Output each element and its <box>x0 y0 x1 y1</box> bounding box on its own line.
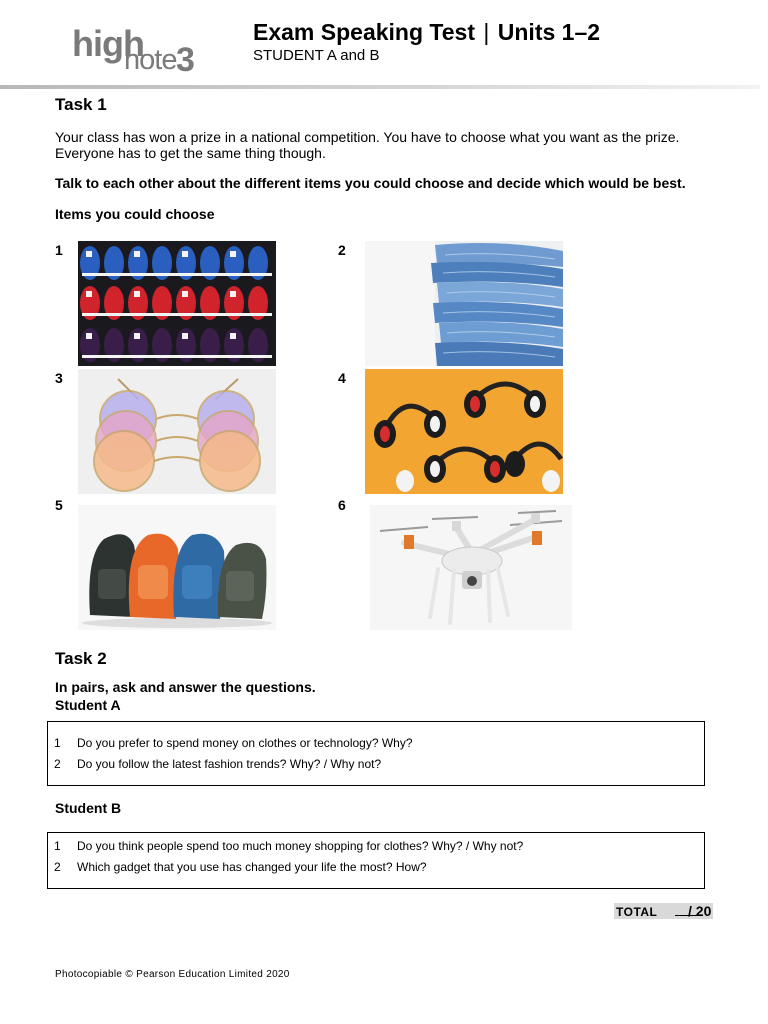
question-text: Do you prefer to spend money on clothes or technology? Why? <box>77 736 413 750</box>
question-text: Do you think people spend too much money shopping for clothes? Why? / Why not? <box>77 839 524 853</box>
item-number-6: 6 <box>338 497 346 513</box>
items-heading: Items you could choose <box>55 206 215 222</box>
question-number: 2 <box>54 860 61 874</box>
question-text: Do you follow the latest fashion trends? Why? / Why not? <box>77 757 382 771</box>
total-max-score: / 20 <box>688 903 712 919</box>
task2-instruction: In pairs, ask and answer the questions. <box>55 679 316 695</box>
title-right: Units 1–2 <box>497 19 601 45</box>
question-row <box>54 736 413 750</box>
item-number-5: 5 <box>55 497 63 513</box>
task1-intro: Your class has won a prize in a national competition. You have to choose what you want as the prize. Everyone has to get the same thing though. <box>55 129 680 161</box>
item-number-4: 4 <box>338 370 346 386</box>
high-note-logo <box>72 23 212 82</box>
backpacks-image <box>78 505 276 630</box>
task1-heading: Task 1 <box>55 95 107 114</box>
page-subtitle: STUDENT A and B <box>253 47 380 64</box>
header-divider <box>0 85 760 89</box>
question-row <box>54 860 427 874</box>
task1-instruction: Talk to each other about the different items you could choose and decide which would be best. <box>55 175 686 191</box>
jeans-image <box>365 241 563 366</box>
logo-text-note: note <box>124 44 177 76</box>
item-number-1: 1 <box>55 242 63 258</box>
logo-text-high: high <box>72 23 144 64</box>
title-separator: | <box>483 19 490 45</box>
question-text: Which gadget that you use has changed your life the most? How? <box>77 860 427 874</box>
question-number: 1 <box>54 839 61 853</box>
title-left: Exam Speaking Test <box>253 19 475 45</box>
task2-heading: Task 2 <box>55 649 107 668</box>
student-a-label: Student A <box>55 697 121 713</box>
student-b-label: Student B <box>55 800 122 816</box>
sunglasses-image <box>78 369 276 494</box>
logo-text-number: 3 <box>176 41 195 79</box>
item-number-3: 3 <box>55 370 63 386</box>
question-number: 2 <box>54 757 61 771</box>
student-b-questions-box <box>47 832 705 889</box>
question-number: 1 <box>54 736 61 750</box>
question-row <box>54 839 523 853</box>
sneakers-image <box>78 241 276 366</box>
total-score-box <box>614 903 713 919</box>
copyright-footer: Photocopiable © Pearson Education Limited 2020 <box>55 969 290 980</box>
total-label: TOTAL <box>616 905 658 919</box>
question-row <box>54 757 381 771</box>
drone-image <box>370 505 572 630</box>
student-a-questions-box <box>47 721 705 786</box>
item-number-2: 2 <box>338 242 346 258</box>
page-title <box>253 17 600 47</box>
headphones-image <box>365 369 563 494</box>
